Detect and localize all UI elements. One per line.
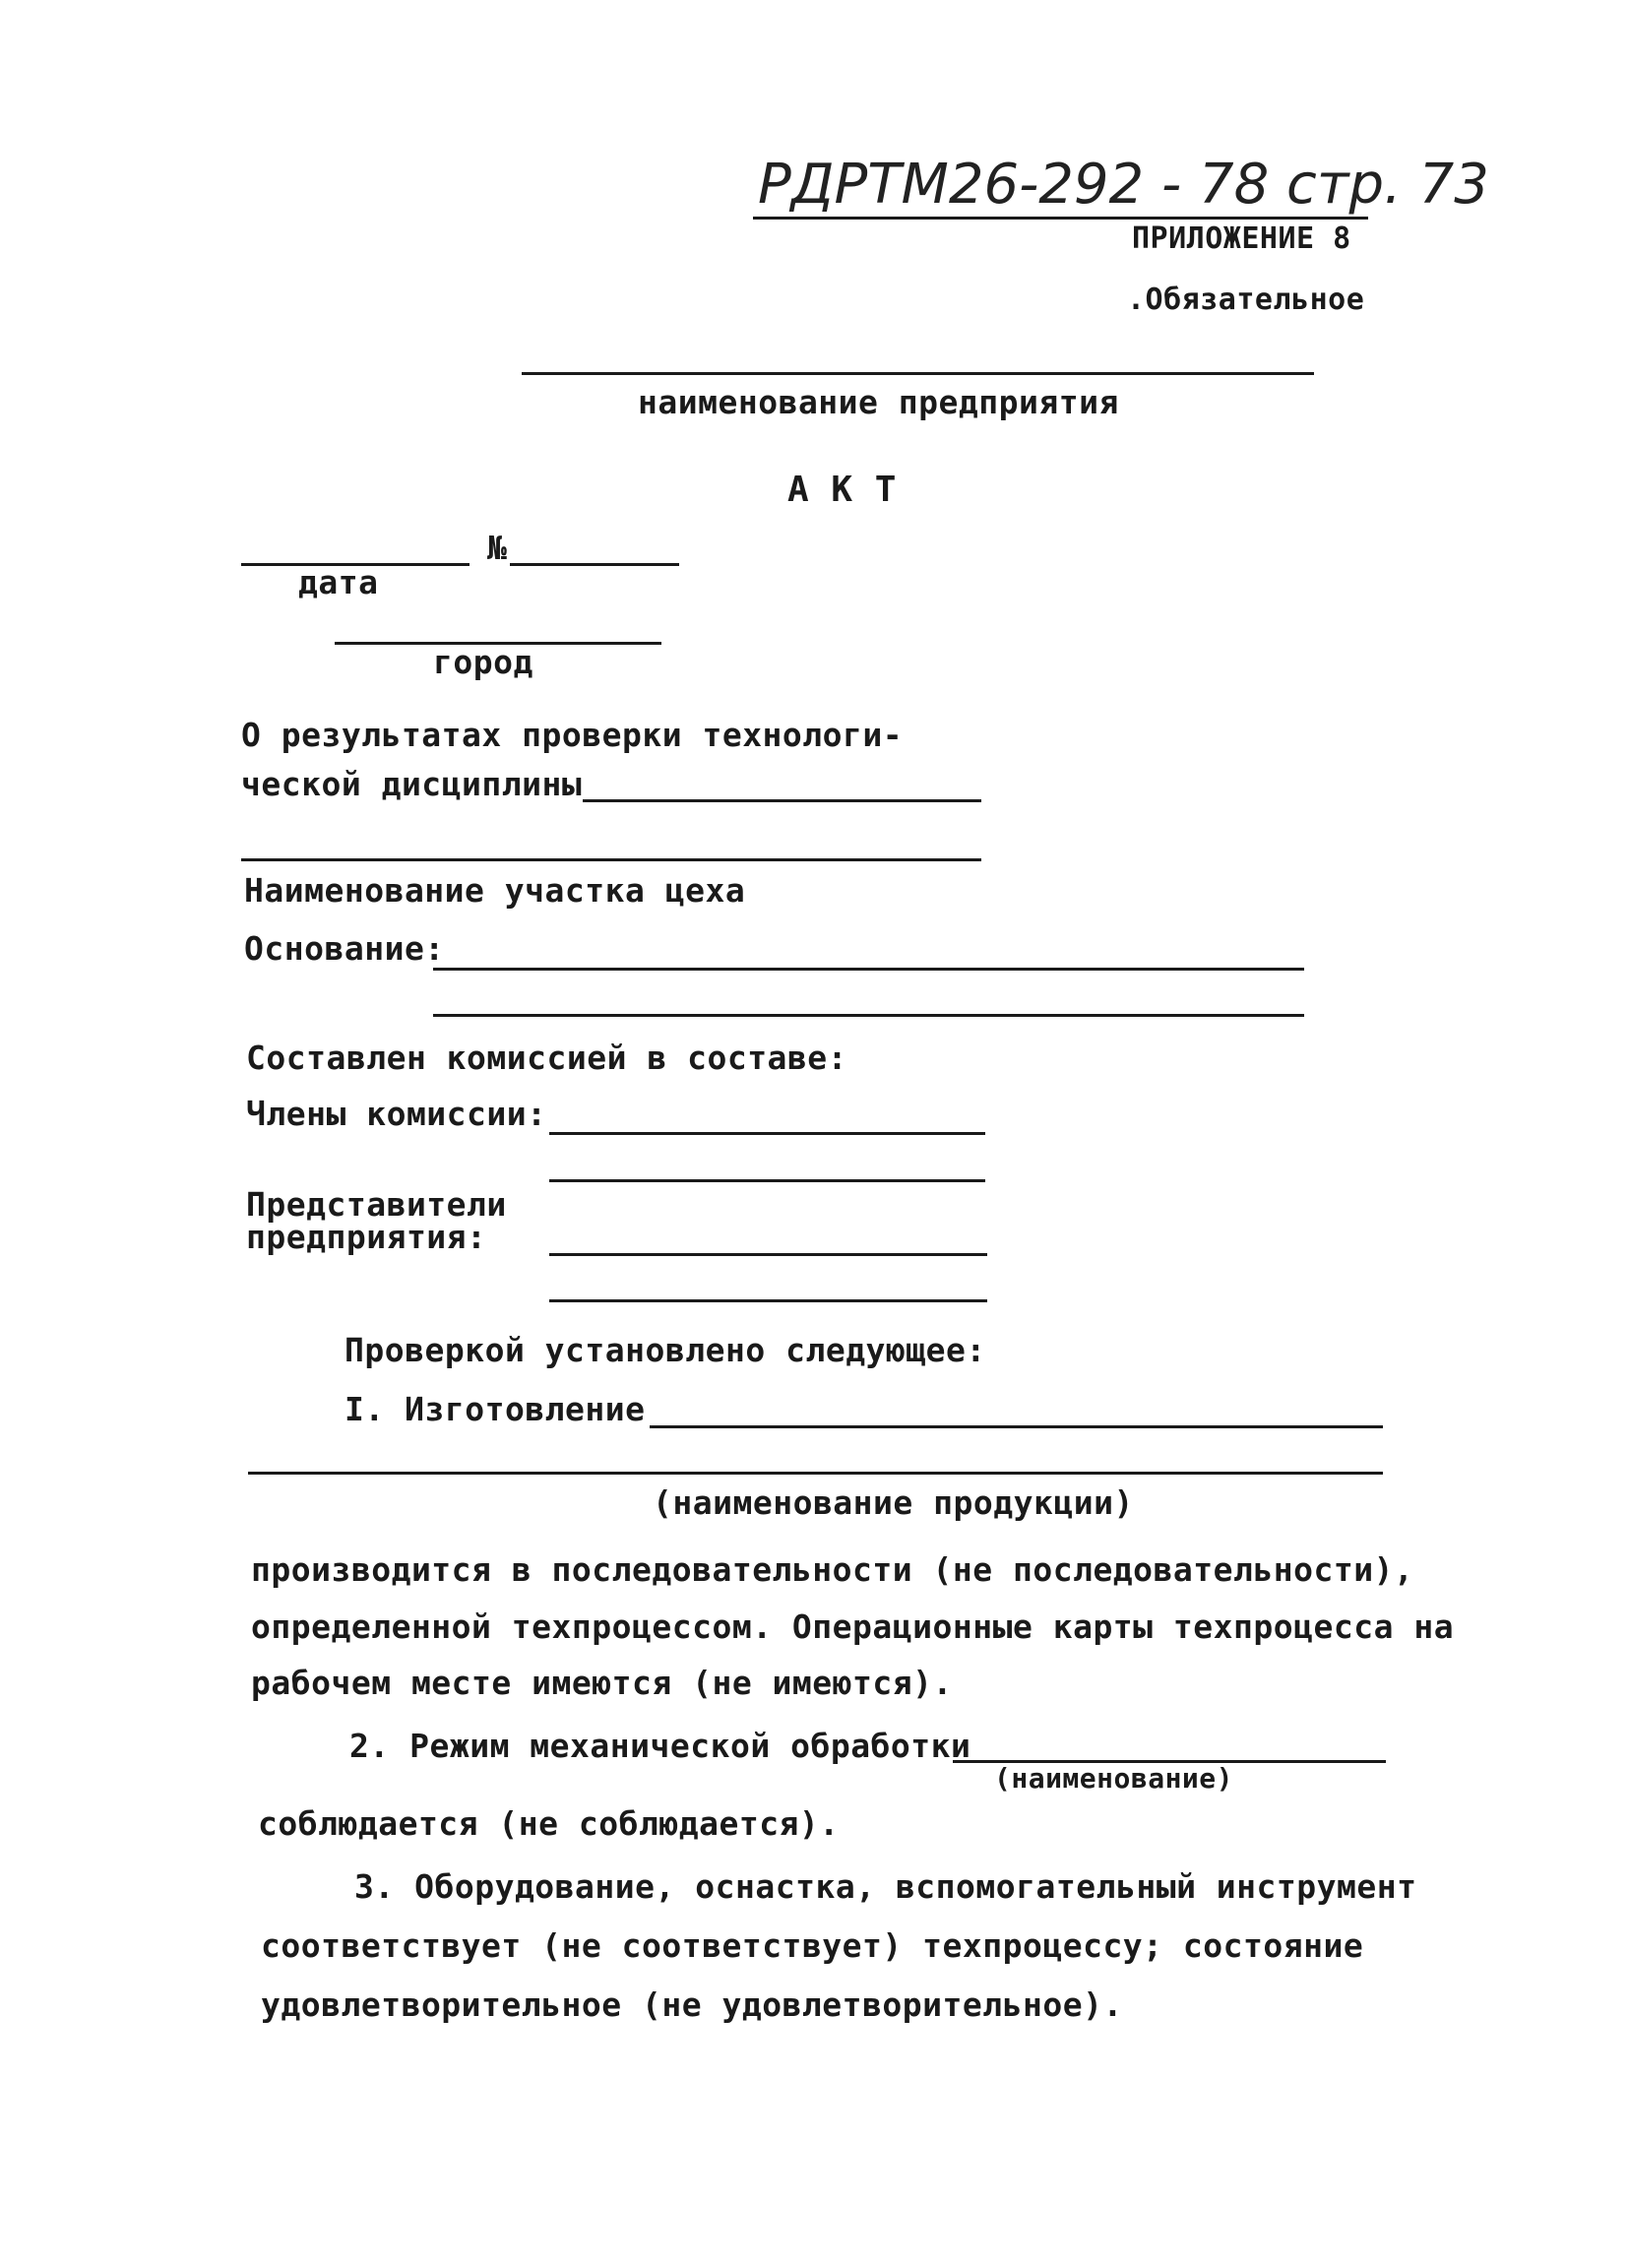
item1-text-2: определенной техпроцессом. Операционные карты техпроцесса на: [251, 1607, 1455, 1646]
item2-label: 2. Режим механической обработки: [349, 1727, 971, 1765]
discipline-field[interactable]: [583, 799, 981, 802]
reps-label-2: предприятия:: [246, 1218, 487, 1256]
reference-underline: [753, 217, 1368, 220]
section-field[interactable]: [241, 858, 981, 861]
basis-label: Основание:: [244, 929, 445, 968]
item3-text-1: 3. Оборудование, оснастка, вспомогательный инструмент: [354, 1867, 1417, 1906]
product-caption: (наименование продукции): [653, 1483, 1134, 1522]
appendix-label: ПРИЛОЖЕНИЕ 8: [1132, 221, 1351, 256]
item1-text-3: рабочем месте имеются (не имеются).: [251, 1664, 953, 1702]
item1-text-1: производится в последовательности (не последовательности),: [251, 1550, 1414, 1589]
subject-line-1: О результатах проверки технологи-: [241, 716, 904, 754]
rep-field-1[interactable]: [549, 1253, 987, 1256]
city-caption: город: [433, 643, 533, 681]
member-field-1[interactable]: [549, 1132, 985, 1135]
item2-caption: (наименование): [994, 1762, 1234, 1795]
document-reference: РДРТМ26-292 - 78 стр. 73: [758, 153, 1489, 217]
reps-label-1: Представители: [246, 1185, 507, 1224]
product-field[interactable]: [650, 1425, 1383, 1428]
number-mark: №: [487, 529, 508, 567]
item3-text-3: удовлетворительное (не удовлетворительное).: [261, 1985, 1123, 2024]
item2-text: соблюдается (не соблюдается).: [258, 1804, 840, 1843]
status-label: .Обязательное: [1127, 283, 1365, 317]
rep-field-2[interactable]: [549, 1299, 987, 1302]
enterprise-name-field[interactable]: [522, 372, 1314, 375]
basis-field-1[interactable]: [433, 968, 1304, 971]
document-title: А К Т: [787, 470, 897, 510]
date-caption: дата: [298, 563, 379, 601]
subject-line-2: ческой дисциплины: [241, 765, 583, 803]
member-field-2[interactable]: [549, 1179, 985, 1182]
findings-intro: Проверкой установлено следующее:: [344, 1331, 986, 1369]
item1-label: I. Изготовление: [344, 1390, 646, 1428]
item3-text-2: соответствует (не соответствует) техпроцессу; состояние: [261, 1926, 1364, 1965]
section-name-label: Наименование участка цеха: [244, 871, 746, 910]
number-field[interactable]: [510, 563, 679, 566]
enterprise-caption: наименование предприятия: [638, 383, 1119, 421]
members-label: Члены комиссии:: [246, 1095, 547, 1133]
product-field-2[interactable]: [248, 1472, 1383, 1475]
commission-label: Составлен комиссией в составе:: [246, 1039, 848, 1077]
basis-field-2[interactable]: [433, 1014, 1304, 1017]
